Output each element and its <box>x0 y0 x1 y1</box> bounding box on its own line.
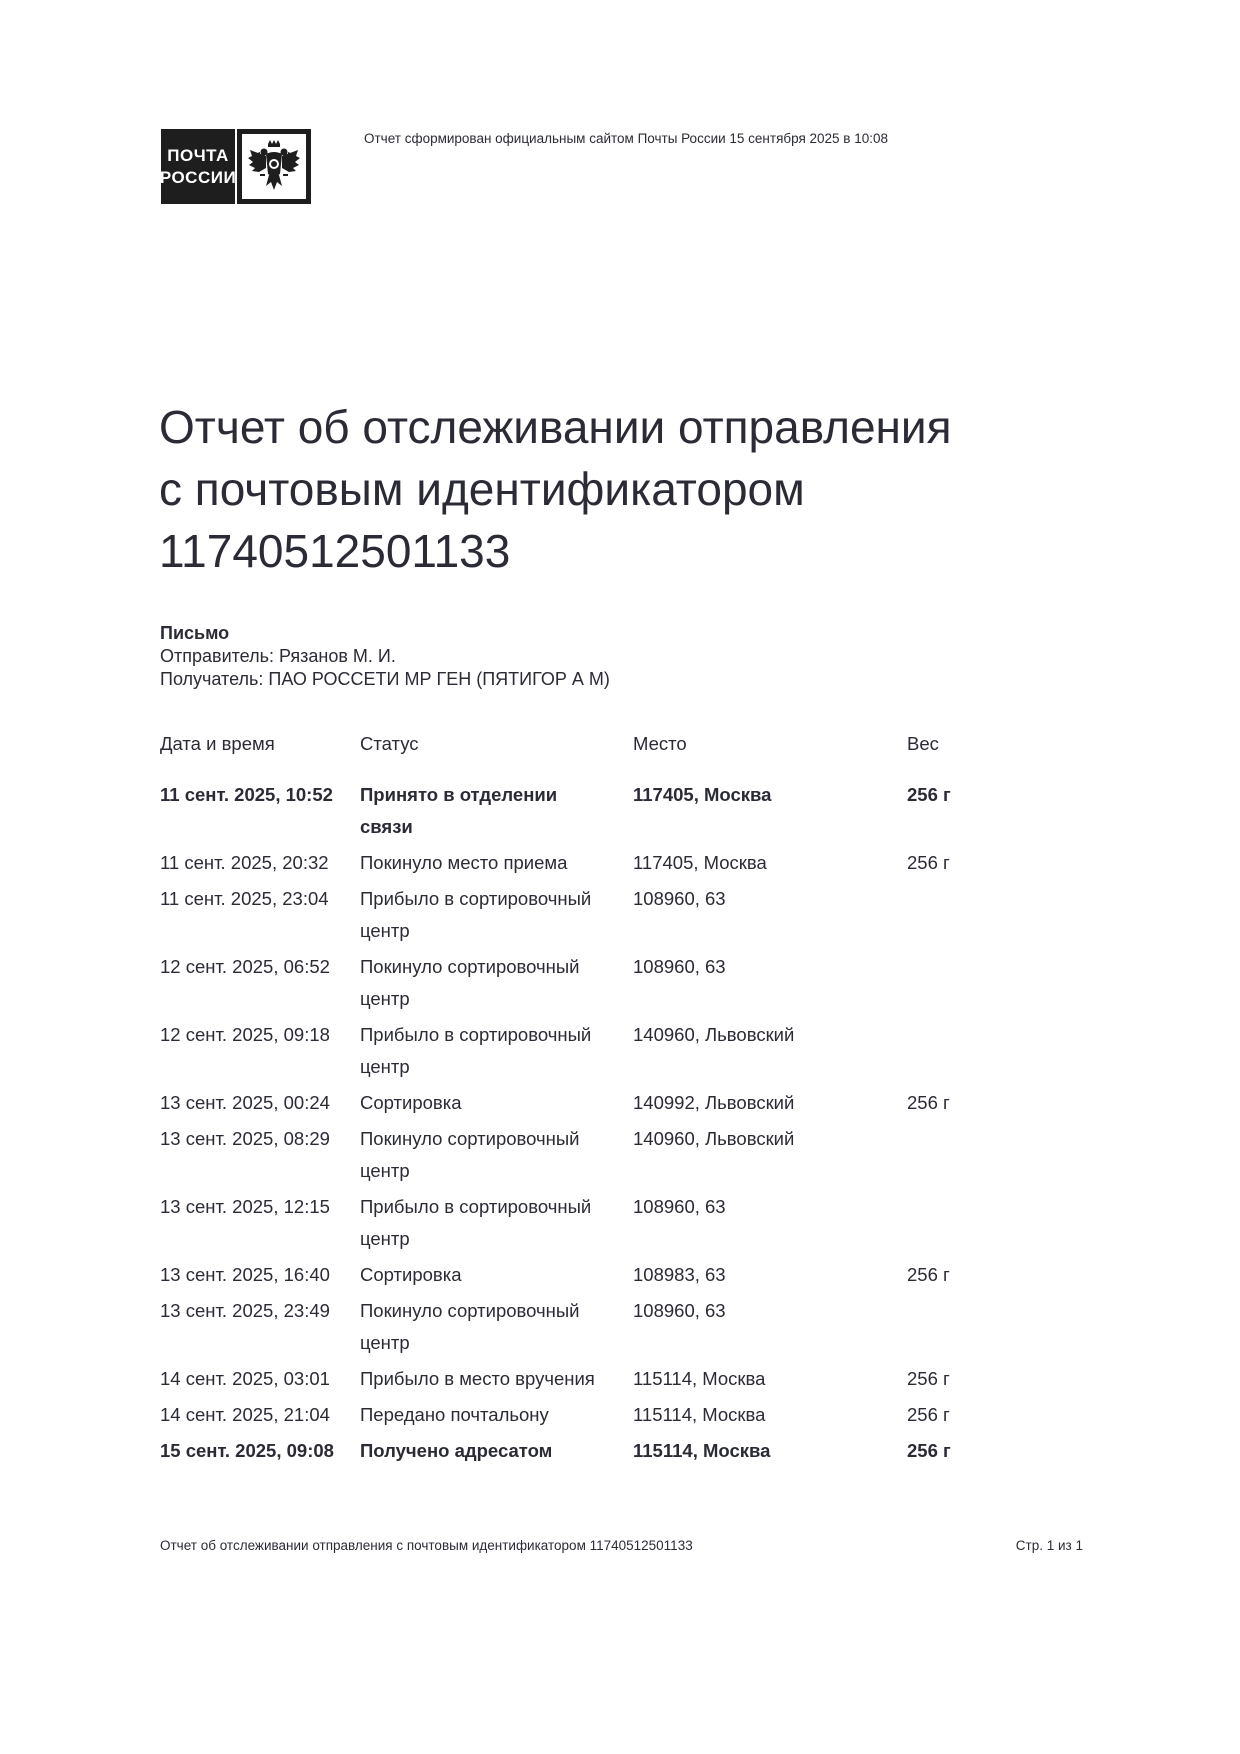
report-generated-notice: Отчет сформирован официальным сайтом Почты России 15 сентября 2025 в 10:08 <box>364 131 889 146</box>
tracking-events-table <box>160 733 1027 1471</box>
logo-line-1: ПОЧТА <box>167 145 229 165</box>
cell-datetime: 13 сент. 2025, 23:49 <box>160 1300 330 1321</box>
cell-datetime: 13 сент. 2025, 12:15 <box>160 1196 330 1217</box>
cell-weight: 256 г <box>907 1368 950 1389</box>
cell-place: 140960, Львовский <box>633 1024 795 1045</box>
logo-wordmark <box>161 129 235 204</box>
header-datetime: Дата и время <box>160 733 275 754</box>
cell-status: Сортировка <box>360 1092 462 1113</box>
table-header-row <box>160 733 1027 779</box>
cell-status: Принято в отделении связи <box>360 784 558 837</box>
cell-place: 140992, Львовский <box>633 1092 795 1113</box>
cell-weight <box>907 1123 1027 1191</box>
cell-status: Прибыло в сортировочный центр <box>360 1196 592 1249</box>
footer-title: Отчет об отслеживании отправления с почтовым идентификатором 11740512501133 <box>160 1538 693 1553</box>
cell-status: Прибыло в сортировочный центр <box>360 1024 592 1077</box>
shipment-type: Письмо <box>160 623 230 643</box>
title-line-2: с почтовым идентификатором <box>159 463 805 515</box>
cell-weight <box>907 1191 1027 1259</box>
cell-weight: 256 г <box>907 852 950 873</box>
table-row <box>160 883 1027 951</box>
cell-weight: 256 г <box>907 1440 951 1461</box>
table-row <box>160 951 1027 1019</box>
cell-place: 108960, 63 <box>633 888 726 909</box>
cell-datetime: 14 сент. 2025, 03:01 <box>160 1368 330 1389</box>
table-row <box>160 1019 1027 1087</box>
cell-datetime: 13 сент. 2025, 00:24 <box>160 1092 330 1113</box>
table-row <box>160 1435 1027 1471</box>
cell-datetime: 13 сент. 2025, 16:40 <box>160 1264 330 1285</box>
header-status: Статус <box>360 733 419 754</box>
cell-datetime: 11 сент. 2025, 23:04 <box>160 888 329 909</box>
cell-datetime: 12 сент. 2025, 06:52 <box>160 956 330 977</box>
table-row <box>160 1295 1027 1363</box>
table-row <box>160 1363 1027 1399</box>
cell-status: Прибыло в сортировочный центр <box>360 888 592 941</box>
cell-place: 108960, 63 <box>633 956 726 977</box>
table-row <box>160 1123 1027 1191</box>
eagle-emblem-icon <box>237 129 311 204</box>
cell-status: Покинуло место приема <box>360 852 568 873</box>
sender: Отправитель: Рязанов М. И. <box>160 646 396 666</box>
cell-place: 108983, 63 <box>633 1264 726 1285</box>
cell-weight <box>907 883 1027 951</box>
cell-place: 140960, Львовский <box>633 1128 795 1149</box>
table-row <box>160 1259 1027 1295</box>
tracking-events-body <box>160 779 1027 1471</box>
cell-weight: 256 г <box>907 1264 950 1285</box>
cell-weight: 256 г <box>907 784 951 805</box>
cell-place: 115114, Москва <box>633 1368 766 1389</box>
pochta-rossii-logo <box>161 129 313 204</box>
title-line-1: Отчет об отслеживании отправления <box>159 401 952 453</box>
table-row <box>160 1191 1027 1259</box>
cell-place: 108960, 63 <box>633 1196 726 1217</box>
page-number: Стр. 1 из 1 <box>1015 1538 1083 1553</box>
double-headed-eagle-icon <box>246 138 302 196</box>
cell-status: Покинуло сортировочный центр <box>360 956 580 1009</box>
table-row <box>160 779 1027 847</box>
cell-datetime: 11 сент. 2025, 20:32 <box>160 852 329 873</box>
cell-weight <box>907 951 1027 1019</box>
cell-datetime: 11 сент. 2025, 10:52 <box>160 784 333 805</box>
cell-datetime: 13 сент. 2025, 08:29 <box>160 1128 330 1149</box>
cell-weight: 256 г <box>907 1404 950 1425</box>
cell-datetime: 15 сент. 2025, 09:08 <box>160 1440 334 1461</box>
cell-place: 115114, Москва <box>633 1404 766 1425</box>
page-title <box>159 396 1119 582</box>
recipient: Получатель: ПАО РОССЕТИ МР ГЕН (ПЯТИГОР А М) <box>160 669 610 689</box>
cell-place: 108960, 63 <box>633 1300 726 1321</box>
table-row <box>160 1399 1027 1435</box>
cell-place: 115114, Москва <box>633 1440 771 1461</box>
cell-status: Сортировка <box>360 1264 462 1285</box>
cell-weight <box>907 1295 1027 1363</box>
tracking-number: 11740512501133 <box>159 525 511 577</box>
shipment-info <box>160 622 610 691</box>
cell-status: Покинуло сортировочный центр <box>360 1300 580 1353</box>
cell-datetime: 12 сент. 2025, 09:18 <box>160 1024 330 1045</box>
cell-status: Передано почтальону <box>360 1404 549 1425</box>
cell-status: Получено адресатом <box>360 1440 553 1461</box>
header-place: Место <box>633 733 687 754</box>
cell-datetime: 14 сент. 2025, 21:04 <box>160 1404 330 1425</box>
cell-status: Прибыло в место вручения <box>360 1368 595 1389</box>
logo-line-2: РОССИИ <box>159 167 237 187</box>
cell-weight: 256 г <box>907 1092 950 1113</box>
table-row <box>160 847 1027 883</box>
cell-place: 117405, Москва <box>633 784 772 805</box>
cell-weight <box>907 1019 1027 1087</box>
cell-place: 117405, Москва <box>633 852 767 873</box>
cell-status: Покинуло сортировочный центр <box>360 1128 580 1181</box>
header-weight: Вес <box>907 733 939 754</box>
table-row <box>160 1087 1027 1123</box>
